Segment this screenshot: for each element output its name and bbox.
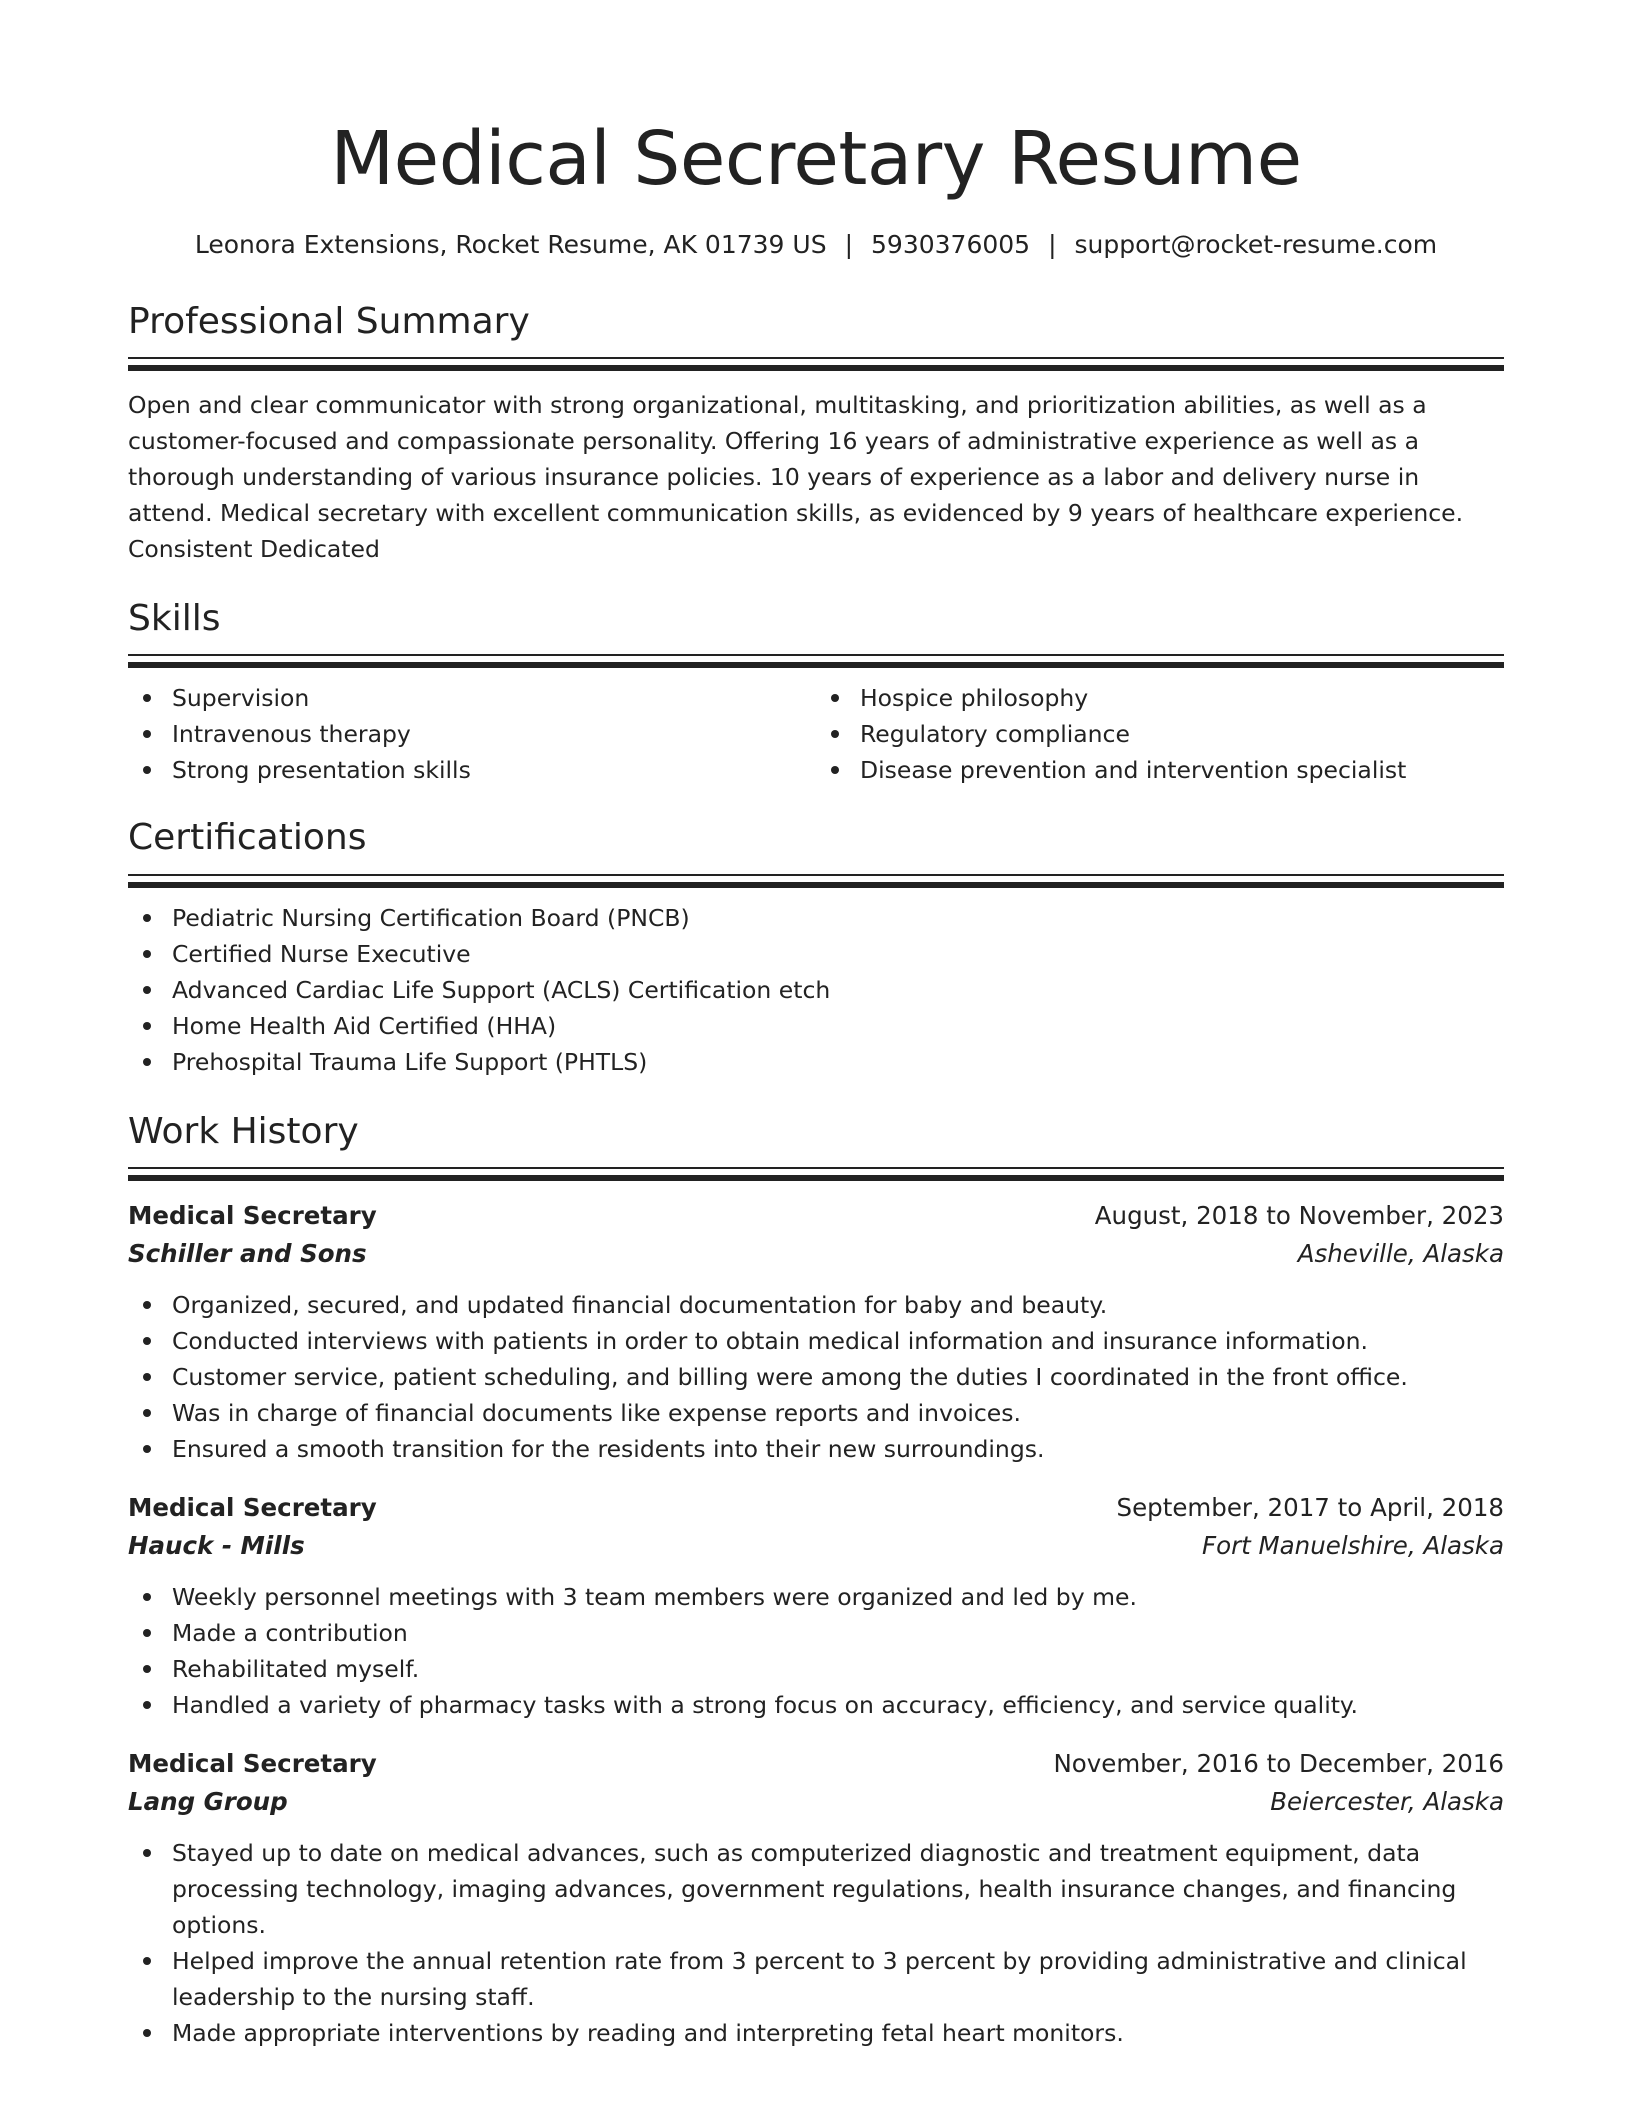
section-rule xyxy=(128,357,1504,371)
job-bullet: Ensured a smooth transition for the residents into their new surroundings. xyxy=(128,1431,1504,1467)
section-rule xyxy=(128,874,1504,888)
job-entry xyxy=(128,1197,1504,1467)
job-bullets xyxy=(128,1287,1504,1467)
job-location: Fort Manuelshire, Alaska xyxy=(1201,1530,1504,1560)
certification-item: Certified Nurse Executive xyxy=(128,936,1504,972)
skills-list-right xyxy=(816,680,1504,788)
skills-list-left xyxy=(128,680,816,788)
contact-line xyxy=(128,230,1504,260)
job-dates: August, 2018 to November, 2023 xyxy=(1094,1200,1504,1230)
job-bullets xyxy=(128,1579,1504,1723)
summary-heading: Professional Summary xyxy=(128,301,530,342)
job-bullet: Made a contribution xyxy=(128,1615,1504,1651)
job-location: Beiercester, Alaska xyxy=(1270,1786,1504,1816)
job-bullet: Rehabilitated myself. xyxy=(128,1651,1504,1687)
skill-item: Intravenous therapy xyxy=(128,716,816,752)
job-entry xyxy=(128,1745,1504,2051)
job-bullet: Was in charge of financial documents like expense reports and invoices. xyxy=(128,1395,1504,1431)
job-entry xyxy=(128,1489,1504,1723)
job-company: Lang Group xyxy=(128,1786,288,1816)
contact-phone: 5930376005 xyxy=(871,230,1031,259)
job-title: Medical Secretary xyxy=(128,1200,377,1230)
contact-separator: | xyxy=(844,230,854,259)
job-header xyxy=(128,1489,1504,1527)
job-subheader xyxy=(128,1235,1504,1273)
job-bullet: Conducted interviews with patients in order to obtain medical information and insurance information. xyxy=(128,1323,1504,1359)
skill-item: Supervision xyxy=(128,680,816,716)
job-bullet: Organized, secured, and updated financial documentation for baby and beauty. xyxy=(128,1287,1504,1323)
job-bullet: Helped improve the annual retention rate from 3 percent to 3 percent by providing administrative and clinical leadership to the nursing staff. xyxy=(128,1943,1504,2015)
job-header xyxy=(128,1197,1504,1235)
contact-email: support@rocket-resume.com xyxy=(1074,230,1438,259)
certifications-list xyxy=(128,900,1504,1080)
job-bullet: Weekly personnel meetings with 3 team members were organized and led by me. xyxy=(128,1579,1504,1615)
contact-address: Leonora Extensions, Rocket Resume, AK 01739 US xyxy=(194,230,827,259)
certification-item: Pediatric Nursing Certification Board (PNCB) xyxy=(128,900,1504,936)
job-company: Hauck - Mills xyxy=(128,1530,305,1560)
certification-item: Advanced Cardiac Life Support (ACLS) Certification etch xyxy=(128,972,1504,1008)
job-bullet: Stayed up to date on medical advances, such as computerized diagnostic and treatment equipment, data processing technology, imaging advances, government regulations, health insurance changes, and financing options. xyxy=(128,1835,1504,1943)
job-bullets xyxy=(128,1835,1504,2051)
certification-item: Prehospital Trauma Life Support (PHTLS) xyxy=(128,1044,1504,1080)
certification-item: Home Health Aid Certified (HHA) xyxy=(128,1008,1504,1044)
job-company: Schiller and Sons xyxy=(128,1238,367,1268)
contact-separator: | xyxy=(1048,230,1057,259)
skill-item: Strong presentation skills xyxy=(128,752,816,788)
certifications-section xyxy=(128,816,1504,1079)
section-rule xyxy=(128,654,1504,668)
job-dates: November, 2016 to December, 2016 xyxy=(1053,1748,1504,1778)
job-bullet: Customer service, patient scheduling, and billing were among the duties I coordinated in the front office. xyxy=(128,1359,1504,1395)
work-history-section xyxy=(128,1110,1504,2051)
skills-heading: Skills xyxy=(128,598,221,640)
job-bullet: Handled a variety of pharmacy tasks with a strong focus on accuracy, efficiency, and service quality. xyxy=(128,1687,1504,1723)
job-bullet: Made appropriate interventions by reading and interpreting fetal heart monitors. xyxy=(128,2015,1504,2051)
skill-item: Regulatory compliance xyxy=(816,716,1504,752)
skill-item: Hospice philosophy xyxy=(816,680,1504,716)
job-subheader xyxy=(128,1783,1504,1821)
job-title: Medical Secretary xyxy=(128,1492,377,1522)
summary-section xyxy=(128,300,1504,567)
job-subheader xyxy=(128,1527,1504,1565)
certifications-heading: Certifications xyxy=(128,817,367,859)
skills-section xyxy=(128,597,1504,788)
job-dates: September, 2017 to April, 2018 xyxy=(1116,1492,1504,1522)
section-rule xyxy=(128,1167,1504,1181)
summary-text: Open and clear communicator with strong organizational, multitasking, and prioritization abilities, as well as a customer-focused and compassionate personality. Offering 16 years of administrative experience as well as a thorough understanding of various insurance policies. 10 years of experience as a labor and delivery nurse in attend. Medical secretary with excellent communication skills, as evidenced by 9 years of healthcare experience. Consistent Dedicated xyxy=(128,391,1464,564)
resume-title: Medical Secretary Resume xyxy=(330,116,1302,202)
job-header xyxy=(128,1745,1504,1783)
job-location: Asheville, Alaska xyxy=(1297,1238,1504,1268)
job-title: Medical Secretary xyxy=(128,1748,377,1778)
skills-grid xyxy=(128,680,1504,788)
skill-item: Disease prevention and intervention specialist xyxy=(816,752,1504,788)
work-history-heading: Work History xyxy=(128,1110,359,1152)
